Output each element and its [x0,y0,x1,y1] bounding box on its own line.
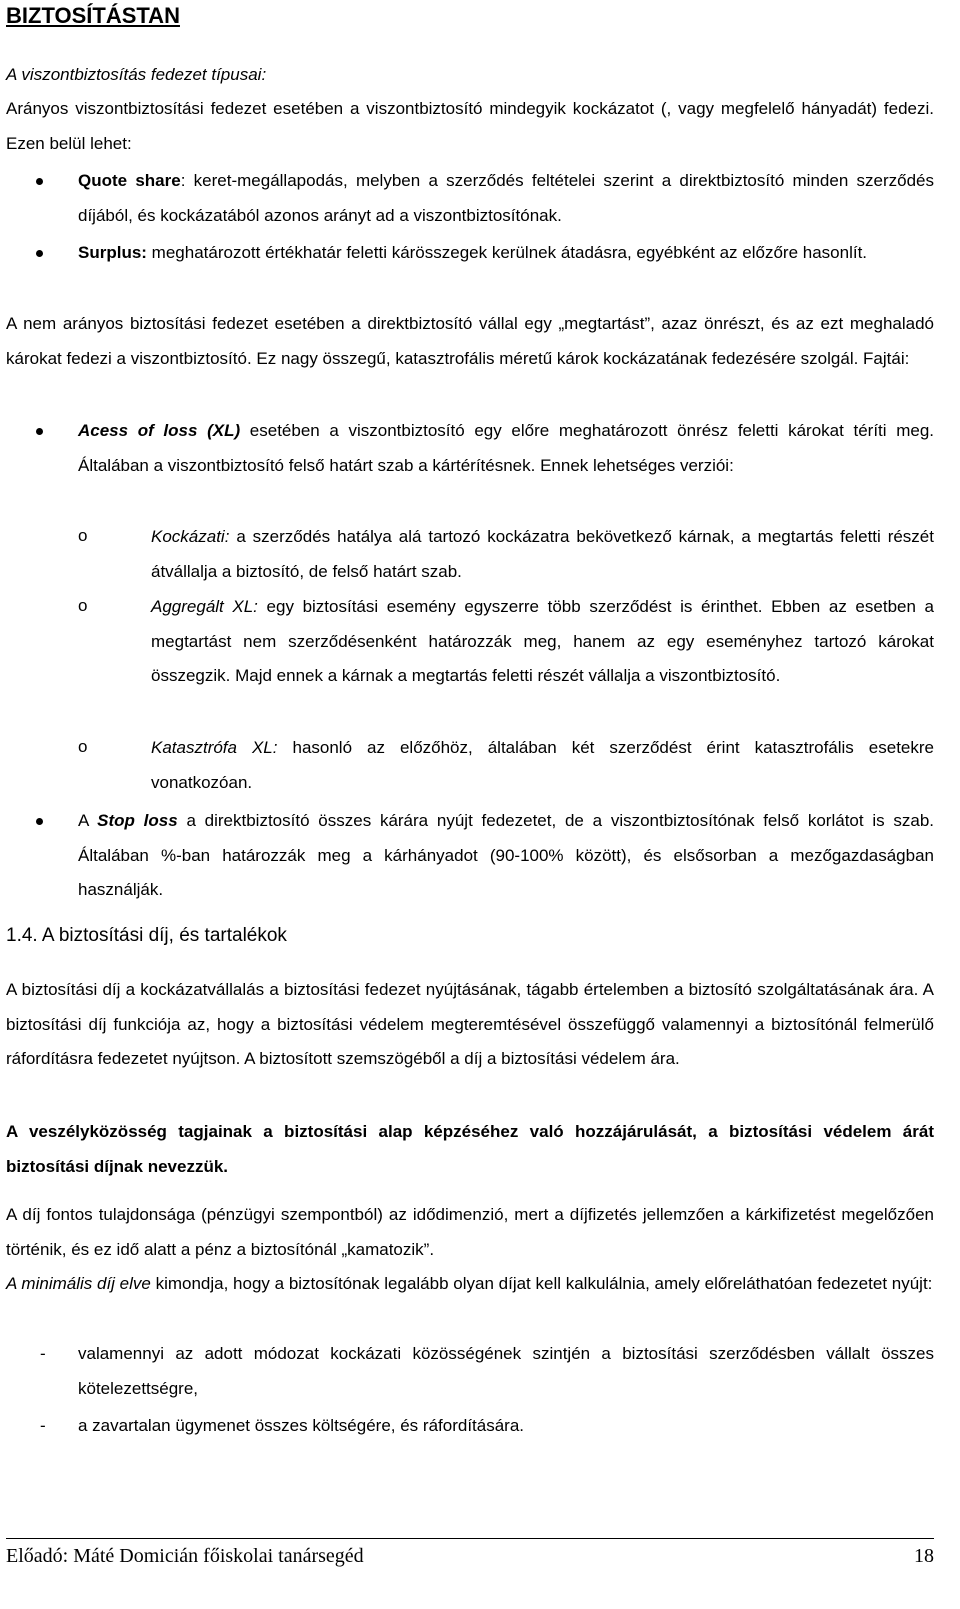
bullet-icon [36,818,43,825]
section-heading: 1.4. A biztosítási díj, és tartalékok [6,925,287,946]
intro-text: Arányos viszontbiztosítási fedezet esetében a viszontbiztosító mindegyik kockázatot (, vagy megfelelő hányadát) fedezi. Ezen belül lehet: [6,99,934,153]
paragraph-2 [6,1115,934,1184]
bullet-term: Quote share [78,171,181,190]
bullet-rest: : keret-megállapodás, melyben a szerződés feltételei szerint a direktbiztosító minden szerződés díjából, és kockázatából azonos arányt ad a viszontbiztosítónak. [78,171,934,225]
sub-term: Katasztrófa XL: [151,738,278,757]
footer-divider [6,1538,934,1539]
sub-rest: a szerződés hatálya alá tartozó kockázatra bekövetkező kárnak, a megtartás feletti részét átvállalja a biztosító, de felső határt szab. [151,527,934,581]
bullet-icon [36,178,43,185]
paragraph-4 [6,1267,934,1302]
sub-marker: o [78,526,88,545]
paragraph-term: A minimális díj elve [6,1274,151,1293]
paragraph-text: A veszélyközösség tagjainak a biztosítási alap képzéséhez való hozzájárulását, a biztosítási védelem árát biztosítási díjnak nevezzük. [6,1122,934,1176]
paragraph-rest: kimondja, hogy a biztosítónak legalább olyan díjat kell kalkulálnia, amely előreláthatóan fedezetet nyújt: [150,1274,933,1293]
sub-text [151,520,934,589]
paragraph-text: A díj fontos tulajdonsága (pénzügyi szempontból) az idődimenzió, mert a díjfizetés jellemzően a kárkifizetést megelőzően történik, és ez idő alatt a pénz a biztosítónál „kamatozik”. [6,1205,934,1259]
paragraph-3 [6,1198,934,1267]
bullet-text [78,804,934,908]
page-number: 18 [914,1545,934,1567]
bullet-rest: meghatározott értékhatár feletti kárösszegek kerülnek átadásra, egyébként az előzőre hasonlít. [146,243,868,262]
subtitle: A viszontbiztosítás fedezet típusai: [6,65,267,84]
bullet-prefix: A [78,811,98,830]
bullet-icon [36,250,43,257]
paragraph-text: A biztosítási díj a kockázatvállalás a biztosítási fedezet nyújtásának, tágabb értelemben a biztosító szolgáltatásának ára. A biztosítási díj funkciója az, hogy a biztosítási védelem megteremtésével összefüggő valamennyi a biztosítónál felmerülő ráfordításra fedezetet nyújtson. A biztosított szemszögéből a díj a biztosítási védelem ára. [6,980,934,1068]
sub-term: Kockázati: [151,527,230,546]
bullet-text [78,236,934,271]
nonprop-paragraph [6,307,934,376]
bullet-rest: a direktbiztosító összes kárára nyújt fedezetet, de a viszontbiztosítónak felső korlátot is szab. Általában %-ban határozzák meg a kárhányadot (90-100% között), és elsősorban a mezőgazdaságban használják. [78,811,935,899]
sub-text [151,590,934,694]
sub-text [151,731,934,800]
bullet-term: Stop loss [97,811,178,830]
sub-rest: egy biztosítási esemény egyszerre több szerződést is érinthet. Ebben az esetben a megtartást nem szerződésenként határozzák meg, hanem az egy eseményhez tartozó károkat összegzik. Majd ennek a kárnak a megtartás feletti részét vállalja a viszontbiztosító. [151,597,935,685]
intro-paragraph [6,92,934,161]
bullet-text [78,414,934,483]
sub-term: Aggregált XL: [151,597,258,616]
nonprop-text: A nem arányos biztosítási fedezet esetében a direktbiztosító vállal egy „megtartást”, azaz önrészt, és az ezt meghaladó károkat fedezi a viszontbiztosító. Ez nagy összegű, katasztrofális méretű károk kockázatának fedezésére szolgál. Fajtái: [6,314,934,368]
bullet-term: Surplus: [78,243,147,262]
bullet-term: Acess of loss (XL) [78,421,241,440]
bullet-text [78,164,934,233]
dash-marker: - [40,1344,46,1363]
sub-marker: o [78,596,88,615]
bullet-icon [36,428,43,435]
sub-rest: hasonló az előzőhöz, általában két szerződést érint katasztrofális esetekre vonatkozóan. [151,738,934,792]
paragraph-1 [6,973,934,1077]
sub-marker: o [78,737,88,756]
bullet-rest: esetében a viszontbiztosító egy előre meghatározott önrész feletti károkat téríti meg. Általában a viszontbiztosító felső határt szab a kártérítésnek. Ennek lehetséges verziói: [78,421,934,475]
dash-text: a zavartalan ügymenet összes költségére, és ráfordítására. [78,1416,525,1435]
document-title: BIZTOSÍTÁSTAN [6,3,180,28]
dash-text: valamennyi az adott módozat kockázati közösségének szintjén a biztosítási szerződésben vállalt összes kötelezettségre, [78,1344,934,1398]
dash-marker: - [40,1416,46,1435]
footer-author: Előadó: Máté Domicián főiskolai tanársegéd [6,1545,364,1567]
